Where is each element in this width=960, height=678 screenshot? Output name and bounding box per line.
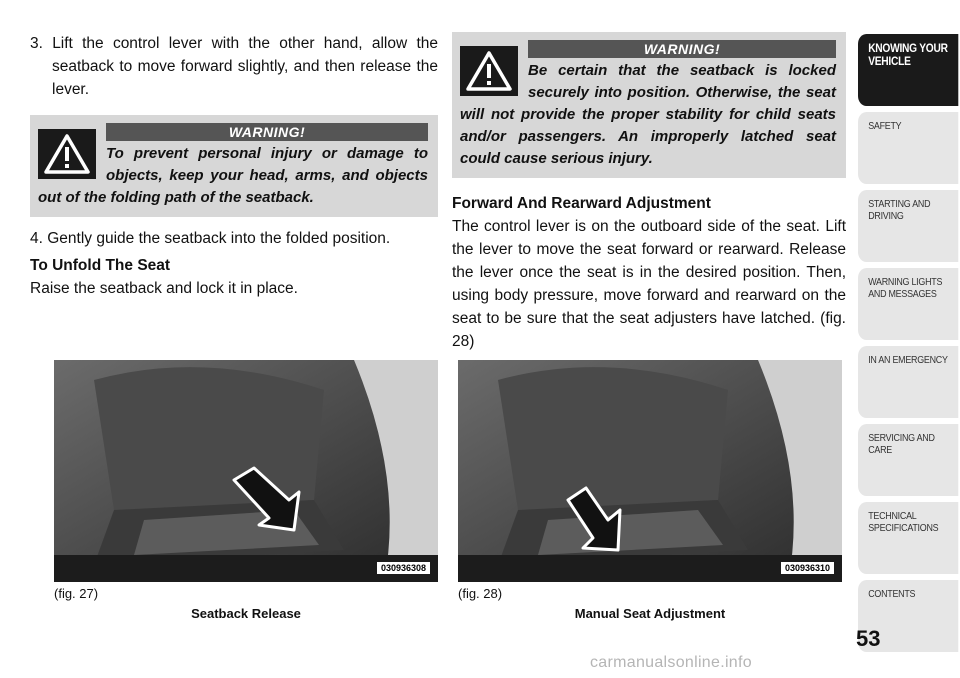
figure-code: 030936310	[781, 562, 834, 574]
page-number: 53	[856, 626, 881, 651]
unfold-heading: To Unfold The Seat	[30, 257, 171, 274]
warning-text-1: To prevent personal injury or damage to objects, keep your head, arms, and objects out of the folding path of the seatback.	[38, 145, 428, 206]
right-column	[452, 32, 846, 353]
adjust-heading: Forward And Rearward Adjustment	[452, 195, 711, 212]
chapter-tabs	[858, 34, 960, 658]
tab-technical-specifications[interactable]: TECHNICAL SPECIFICATIONS	[858, 502, 958, 574]
tab-warning-lights[interactable]: WARNING LIGHTS AND MESSAGES	[858, 268, 958, 340]
tab-in-an-emergency[interactable]: IN AN EMERGENCY	[858, 346, 958, 418]
warning-box-1	[30, 115, 438, 217]
figure-code: 030936308	[377, 562, 430, 574]
adjust-text: The control lever is on the outboard side of the seat. Lift the lever to move the seat forward or rearward. Release the lever once the seat is in the desired position. Then, using body pressure, move forward and rearward on the seat to be sure that the seat adjusters have latched. (fig. 28)	[452, 218, 846, 350]
unfold-text: Raise the seatback and lock it in place.	[30, 280, 298, 297]
figure-label: (fig. 27)	[54, 586, 99, 601]
warning-text-2: Be certain that the seatback is locked securely into position. Otherwise, the seat will not provide the proper stability for child seats and/or passengers. An improperly latched seat could cause serious injury.	[460, 62, 836, 167]
left-column	[30, 32, 438, 300]
figure-caption: Seatback Release	[191, 606, 301, 621]
warning-triangle-icon	[38, 129, 96, 179]
watermark: carmanualsonline.info	[590, 654, 752, 671]
tab-contents[interactable]: CONTENTS	[858, 580, 958, 652]
seatback-release-photo	[54, 360, 438, 582]
tab-safety[interactable]: SAFETY	[858, 112, 958, 184]
warning-title-1: WARNING!	[106, 123, 428, 141]
tab-servicing-and-care[interactable]: SERVICING AND CARE	[858, 424, 958, 496]
warning-title-2: WARNING!	[528, 40, 836, 58]
step-3-text: 3. Lift the control lever with the other hand, allow the seatback to move forward slightly, and then release the lever.	[30, 35, 438, 98]
manual-seat-adjustment-photo	[458, 360, 842, 582]
figure-label: (fig. 28)	[458, 586, 503, 601]
tab-starting-and-driving[interactable]: STARTING AND DRIVING	[858, 190, 958, 262]
tab-knowing-your-vehicle[interactable]: KNOWING YOUR VEHICLE	[858, 34, 958, 106]
warning-triangle-icon	[460, 46, 518, 96]
warning-box-2	[452, 32, 846, 178]
step-4-text: 4. Gently guide the seatback into the folded position.	[30, 230, 391, 247]
figure-caption: Manual Seat Adjustment	[574, 606, 726, 621]
